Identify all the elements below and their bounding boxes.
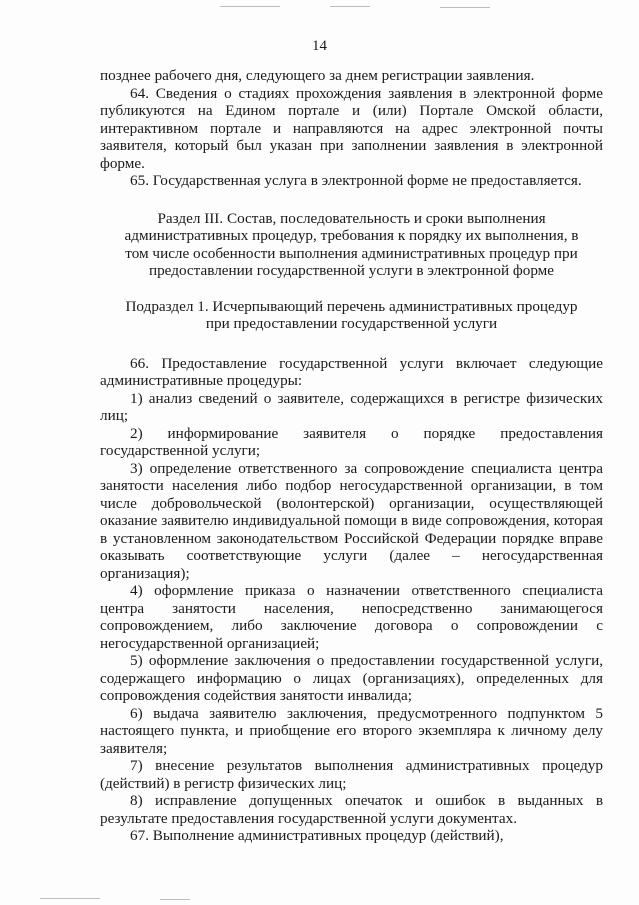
scan-artifact (160, 899, 190, 900)
paragraph: 64. Сведения о стадиях прохождения заявления в электронной форме публикуются на Едином портале и (или) Портале Омской области, интерактивном портале и направляются на адрес электронной почты заявителя, который был указан при заполнении заявления в электронной форме. (100, 84, 603, 172)
list-item: 3) определение ответственного за сопровождение специалиста центра занятости населения либо подбор негосударственной организации, в том числе добровольческой (волонтерской) организации, осуществляющей оказание заявителю индивидуальной помощи в виде сопровождения, которая в установленном законодательством Российской Федерации порядке вправе оказывать соответствующие услуги (далее – негосударственная организация); (100, 459, 603, 582)
list-item: 8) исправление допущенных опечаток и ошибок в выданных в результате предоставления государственной услуги документах. (100, 792, 603, 827)
subsection-heading: Подраздел 1. Исчерпывающий перечень административных процедур при предоставлении государственной услуги (125, 297, 578, 332)
section-heading: Раздел III. Состав, последовательность и сроки выполнения административных процедур, требования к порядку их выполнения, в том числе особенности выполнения административных процедур при предоставлении государственной услуги в электронной форме (124, 209, 579, 279)
document-body (100, 67, 603, 845)
list-intro: 66. Предоставление государственной услуги включает следующие административные процедуры: (100, 354, 603, 389)
paragraph: 65. Государственная услуга в электронной форме не предоставляется. (130, 172, 582, 189)
paragraph: позднее рабочего дня, следующего за днем регистрации заявления. (100, 67, 535, 84)
page-number: 14 (312, 38, 327, 54)
scan-artifact (440, 7, 490, 8)
list-item: 7) внесение результатов выполнения административных процедур (действий) в регистр физических лиц; (100, 757, 603, 792)
list-item: 2) информирование заявителя о порядке предоставления государственной услуги; (100, 424, 603, 459)
scan-artifact (220, 6, 280, 7)
list-item: 1) анализ сведений о заявителе, содержащихся в регистре физических лиц; (100, 389, 603, 424)
scan-artifact (330, 6, 370, 7)
list-item: 6) выдача заявителю заключения, предусмотренного подпунктом 5 настоящего пункта, и приобщение его второго экземпляра к личному делу заявителя; (100, 704, 603, 757)
closing-line: 67. Выполнение административных процедур (действий), (130, 827, 504, 844)
scan-artifact (40, 898, 100, 899)
list-item: 5) оформление заключения о предоставлении государственной услуги, содержащего информацию о лицах (организациях), определенных для сопровождения содействия занятости инвалида; (100, 652, 603, 704)
list-item: 4) оформление приказа о назначении ответственного специалиста центра занятости населения, непосредственно занимающегося сопровождением, либо заключение договора о сопровождении с негосударственной организацией; (100, 582, 603, 652)
